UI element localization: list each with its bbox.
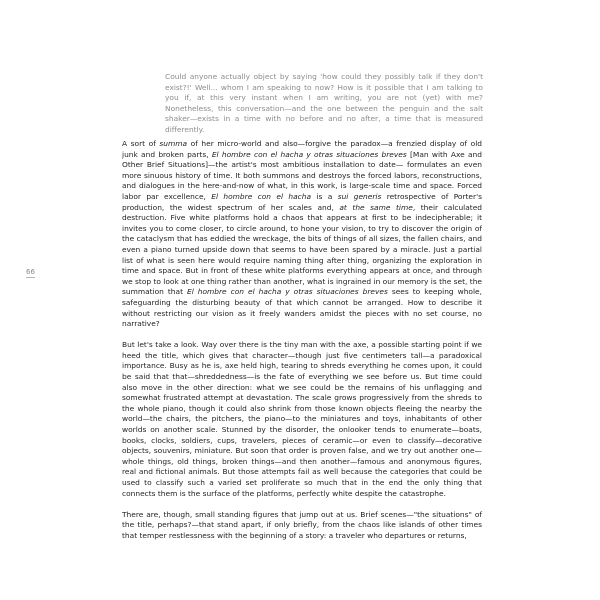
text-run: sees to keeping whole, safeguarding the disturbing beauty of that which cannot be arranged. How to describe it without restricting our vision as it freely wanders amidst the pieces with no set course, no narrative? (122, 287, 482, 329)
italic-text: sui generis (337, 191, 382, 201)
italic-text: summa (159, 139, 188, 148)
text-run: But let's take a look. Way over there is the tiny man with the axe, a possible starting point if we heed the title, which gives that character—though just five centimeters tall—a paradoxical importance. Busy as he is, axe held high, tearing to shreds everything he comes upon, it could be said that that—shreddedness—is the fate of everything we see before us. But time could also move in the other direction: what we see could be the remains of his unflagging and somewhat frustrated attempt at devastation. The scale grows progressively from the shreds to the whole piano, though it could also shrink from those known objects fleeing the nearby the world—the chairs, the pitchers, the piano—to the miniatures and toys, inhabitants of other worlds on another scale. Stunned by the disorder, the onlooker tends to enumerate—boats, books, clocks, soldiers, cups, travelers, pieces of ceramic—or even to classify—decorative objects, souvenirs, miniature. But soon that order is proven false, and we try out another one—whole things, old things, broken things—and then another—famous and anonymous figures, real and fictional animals. But those attempts fail as well because the categories that could be used to classify such a varied set proliferate so much that in the end the only thing that connects them is the surface of the platforms, perfectly white despite the catastrophe. (122, 340, 482, 498)
text-run: A sort of (122, 139, 160, 148)
paragraph (122, 139, 482, 330)
text-run: of her micro-world and also—forgive the paradox—a frenzied display of old junk and broken parts, (122, 139, 483, 159)
paragraph (122, 340, 482, 499)
pullquote (165, 72, 483, 136)
text-run: There are, though, small standing figures that jump out at us. Brief scenes—"the situations" of the title, perhaps?—that stand apart, if only briefly, from the chaos like islands of other times that temper restlessness with the beginning of a story: a traveler who departures or returns, (122, 509, 482, 540)
pullquote-text: Could anyone actually object by saying 'how could they possibly talk if they don't exist?!' Well... whom I am speaking to now? How is it possible that I am talking to you if, at this very instant when I am writing, you are not (yet) with me? Nonetheless, this conversation—and the one between the penguin and the salt shaker—exists in a time with no before and no after, a time that is measured differently. (165, 72, 483, 134)
text-run: , their calculated destruction. Five white platforms hold a chaos that appears at first to be indecipherable; it invites you to come closer, to circle around, to hone your vision, to try to discover the origin of the cataclysm that has eddied the wreckage, the bits of things of all sizes, the fallen chairs, and even a piano turned upside down that seems to have been spared by a miracle. Just a partial list of what is seen here would require naming thing after thing, organizing the exploration in time and space. But in front of these white platforms everything appears at once, and through we stop to look at one thing rather than another, what is ingrained in our memory is the set, the summation that (122, 202, 482, 297)
italic-text: at the same time (339, 202, 413, 212)
italic-text: El hombre con el hacha (211, 191, 312, 201)
paragraph (122, 510, 482, 542)
italic-text: El hombre con el hacha y otras situaciones breves (211, 149, 407, 159)
italic-text: El hombre con el hacha y otras situaciones breves (187, 287, 388, 297)
text-run: retrospective of Porter's production, the widest spectrum of her scales and, (122, 191, 482, 212)
text-run: is a (311, 191, 338, 201)
text-run: [Man with Axe and Other Brief Situations]—the artist's most ambitious installation to date— formulates an even more sinuous history of time. It both summons and destroys the forced labors, reconstructions, and dialogues in the here-and-now of what, in this work, is large-scale time and space. Forced labor par excellence, (122, 149, 482, 201)
page-number: 66 (26, 268, 35, 276)
body-text (122, 139, 482, 542)
